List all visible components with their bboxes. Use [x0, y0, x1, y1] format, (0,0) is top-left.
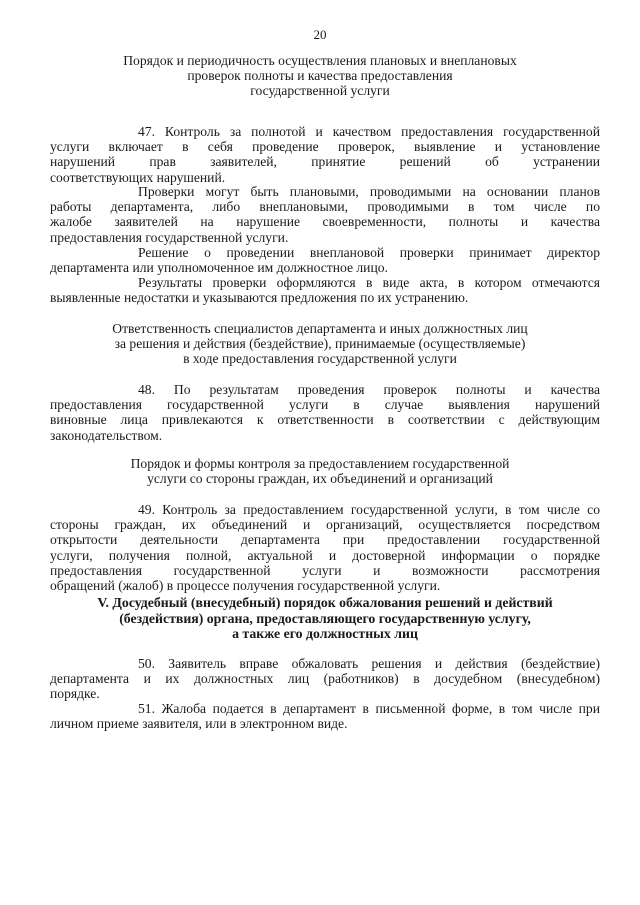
- page-number: 20: [313, 27, 327, 42]
- paragraph-line: услуги включает в себя проведение проверок, выявление и установление: [50, 139, 600, 155]
- heading-control-forms: [60, 456, 580, 486]
- paragraph-line: Результаты проверки оформляются в виде акта, в котором отмечаются: [138, 275, 600, 290]
- paragraph-line: департамента или уполномоченное им должностное лицо.: [50, 260, 388, 276]
- paragraph-line: Проверки могут быть плановыми, проводимыми на основании планов: [138, 184, 600, 199]
- heading-line: проверок полноты и качества предоставления: [187, 68, 453, 83]
- paragraph-47: [50, 124, 600, 185]
- paragraph-line: работы департамента, либо внеплановыми, проводимыми в том числе по: [50, 199, 600, 215]
- paragraph-line: личном приеме заявителя, или в электронном виде.: [50, 716, 348, 732]
- paragraph-line: выявленные недостатки и указываются предложения по их устранению.: [50, 290, 469, 306]
- paragraph-line: стороны граждан, их объединений и организаций, осуществляется посредством: [50, 517, 600, 533]
- section-5-heading: [40, 595, 610, 642]
- heading-line: Порядок и формы контроля за предоставлением государственной: [130, 456, 510, 471]
- paragraph-48: [50, 382, 600, 443]
- paragraph-line: департамента и их должностных лиц (работников) в досудебном (внесудебном): [50, 671, 600, 687]
- paragraph-line: Решение о проведении внеплановой проверки принимает директор: [138, 245, 600, 260]
- heading-line: (бездействия) органа, предоставляющего государственную услугу,: [119, 610, 531, 626]
- paragraph-line: предоставления государственной услуги.: [50, 229, 289, 245]
- heading-line: V. Досудебный (внесудебный) порядок обжалования решений и действий: [97, 595, 553, 610]
- heading-line: услуги со стороны граждан, их объединений и организаций: [147, 471, 493, 486]
- paragraph-line: законодательством.: [50, 427, 163, 443]
- paragraph-line: виновные лица привлекаются к ответственности в соответствии с действующим: [50, 412, 600, 428]
- paragraph-line: предоставления государственной услуги и возможности рассмотрения: [50, 562, 600, 578]
- paragraph-line: 48. По результатам проведения проверок полноты и качества: [138, 382, 600, 397]
- heading-line: Ответственность специалистов департамента и иных должностных лиц: [112, 321, 528, 336]
- paragraph-line: услуги, получения полной, актуальной и достоверной информации о порядке: [50, 547, 600, 563]
- paragraph-line: открытости деятельности департамента при предоставлении государственной: [50, 532, 600, 548]
- paragraph-line: обращений (жалоб) в процессе получения государственной услуги.: [50, 578, 441, 594]
- heading-responsibility: [60, 321, 580, 366]
- heading-line: государственной услуги: [250, 83, 390, 98]
- paragraph-line: порядке.: [50, 686, 100, 702]
- paragraph-51: [50, 701, 600, 731]
- paragraph-line: 47. Контроль за полнотой и качеством предоставления государственной: [138, 124, 600, 139]
- heading-inspection-order: [60, 53, 580, 98]
- paragraph-line: 50. Заявитель вправе обжаловать решения и действия (бездействие): [138, 656, 600, 671]
- paragraph-47-decision: [50, 245, 600, 275]
- paragraph-49: [50, 502, 600, 593]
- heading-line: а также его должностных лиц: [232, 626, 418, 642]
- paragraph-line: жалобе заявителей на нарушение своевременности, полноты и качества: [50, 214, 600, 230]
- paragraph-line: нарушений прав заявителей, принятие решений об устранении: [50, 154, 600, 170]
- paragraph-line: 49. Контроль за предоставлением государственной услуги, в том числе со: [138, 502, 600, 517]
- heading-line: за решения и действия (бездействие), принимаемые (осуществляемые): [114, 336, 526, 351]
- heading-line: Порядок и периодичность осуществления плановых и внеплановых: [123, 53, 517, 68]
- heading-line: в ходе предоставления государственной услуги: [183, 351, 457, 366]
- paragraph-50: [50, 656, 600, 702]
- paragraph-line: предоставления государственной услуги в случае выявления нарушений: [50, 397, 600, 413]
- paragraph-47-inspections: [50, 184, 600, 245]
- paragraph-line: 51. Жалоба подается в департамент в письменной форме, в том числе при: [138, 701, 600, 716]
- paragraph-line: соответствующих нарушений.: [50, 169, 226, 185]
- paragraph-47-results: [50, 275, 600, 305]
